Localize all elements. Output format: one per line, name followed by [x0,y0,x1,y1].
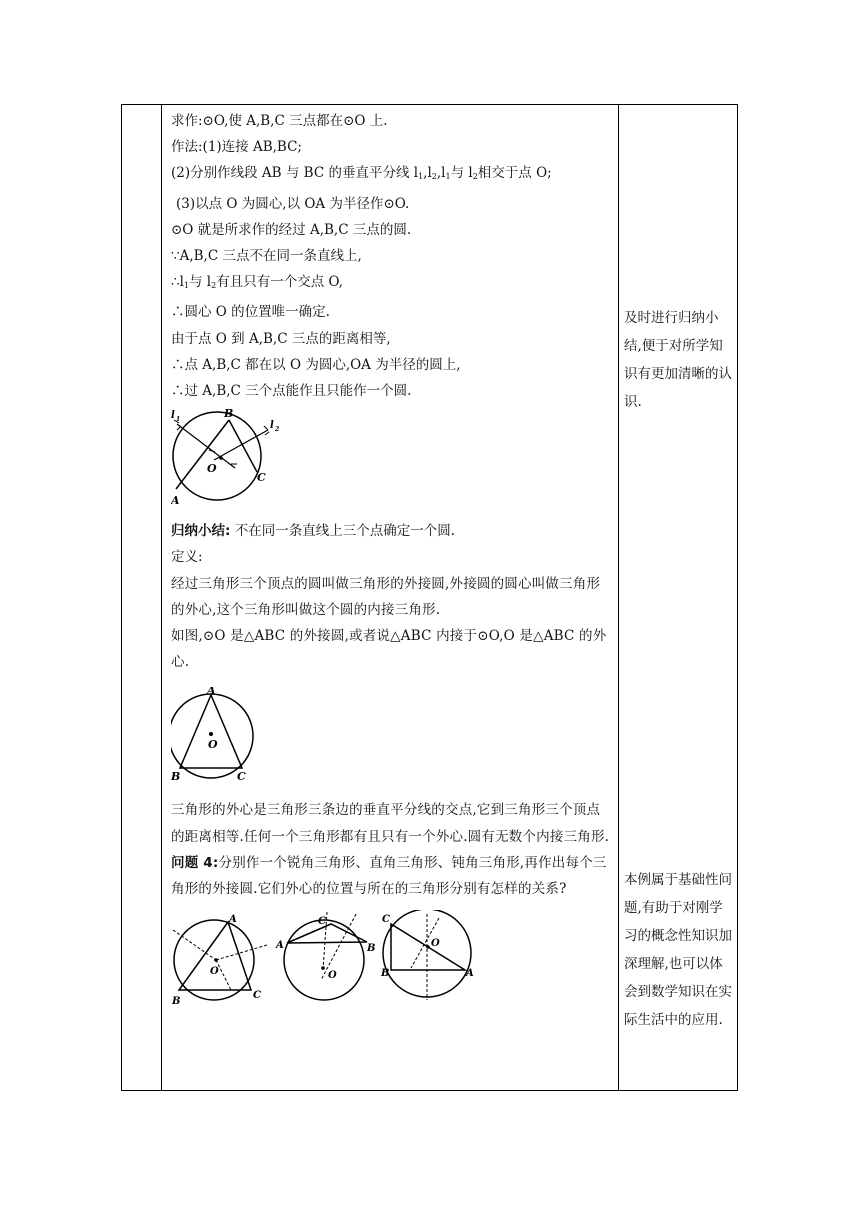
label-l2: l [270,420,274,432]
bisector [173,930,216,960]
label-a: A [466,968,474,980]
center-o-point [426,945,430,949]
label-o: O [431,938,440,950]
bisector [216,945,267,960]
label-a: A [229,914,237,926]
proof-line: 由于点 O 到 A,B,C 三点的距离相等, [171,330,391,347]
label-b: B [172,996,181,1007]
proof-line: ∴圆心 O 的位置唯一确定. [171,304,330,321]
label-l1-sub: 1 [176,416,181,424]
label-c: C [382,914,390,926]
column-divider-right [618,105,619,1090]
label-b: B [367,943,376,955]
label-c: C [253,990,261,1002]
proof-line: ⊙O 就是所求作的经过 A,B,C 三点的圆. [171,221,412,238]
definition-example: 如图,⊙O 是△ABC 的外接圆,或者说△ABC 内接于⊙O,O 是△ABC 的外心. [171,628,607,671]
acute-triangle [179,922,251,990]
proof-line: 求作:⊙O,使 A,B,C 三点都在⊙O 上. [171,113,388,129]
obtuse-triangle [287,924,367,943]
circumscribed-circle [174,920,254,1000]
center-o-point [214,958,218,962]
proof-line: 作法:(1)连接 AB,BC; [171,139,302,156]
label-a: A [276,940,284,952]
circumscribed-circle [383,910,471,997]
main-content [171,108,611,1006]
center-o-point [219,456,223,460]
label-a: A [207,687,216,698]
proof-line: (2)分别作线段 AB 与 BC 的垂直平分线 $l_1,l_2,l_1$与 $l_2$相交于点 O; [171,165,552,182]
obtuse-triangle-figure [275,912,375,1000]
acute-triangle-figure [171,914,267,1006]
label-c: C [237,770,246,784]
label-c: C [318,916,326,928]
summary-line: 归纳小结: 不在同一条直线上三个点确定一个圆. [171,523,455,540]
circumcenter-text: 三角形的外心是三角形三条边的垂直平分线的交点,它到三角形三个顶点的距离相等.任何一个三角形都有且只有一个外心.圆有无数个内接三角形. [171,802,610,845]
perpendicular-bisector-l1 [177,424,235,468]
segment-ab [176,420,229,489]
label-l1: l [171,410,175,422]
label-o: O [208,738,218,752]
label-l2-sub: 2 [275,426,280,434]
label-o: O [328,970,337,982]
definition-text: 经过三角形三个顶点的圆叫做三角形的外接圆,外接圆的圆心叫做三角形的外心,这个三角形叫做这个圆的内接三角形. [171,575,601,618]
right-triangle-figure [380,910,474,1000]
label-b: B [381,968,390,980]
proof-line: ∵A,B,C 三点不在同一条直线上, [171,248,362,265]
label-b: B [171,770,181,784]
label-a: A [171,494,180,507]
proof-line: ∴过 A,B,C 三个点能作且只能作一个圆. [171,383,412,400]
triangle-abc [180,695,242,768]
label-b: B [224,407,234,421]
circumscribed-circle [284,920,364,1000]
column-divider-left [161,105,162,1090]
label-o: O [210,966,219,978]
proof-line: ∴点 A,B,C 都在以 O 为圆心,OA 为半径的圆上, [171,356,461,373]
construction-figure [171,406,291,506]
label-c: C [257,471,266,485]
definition-heading: 定义: [171,549,203,566]
center-o-point [209,732,213,736]
proof-line: (3)以点 O 为圆心,以 OA 为半径作⊙O. [176,195,410,212]
center-o-point [321,966,325,970]
side-note-summary: 及时进行归纳小结,便于对所学知识有更加清晰的认识. [624,310,732,410]
problem4: 问题 4:分别作一个锐角三角形、直角三角形、钝角三角形,再作出每个三角形的外接圆.它们外心的位置与所在的三角形分别有怎样的关系? [171,854,607,898]
three-triangles-figure [171,910,481,1006]
proof-line: $\therefore l_1$与 $l_2$有且只有一个交点 O, [171,274,344,291]
label-o: O [207,462,217,476]
circumcircle-figure [171,687,271,787]
side-note-problem: 本例属于基础性问题,有助于对刚学习的概念性知识加深理解,也可以体会到数学知识在实际生活中的应用. [624,872,732,1028]
